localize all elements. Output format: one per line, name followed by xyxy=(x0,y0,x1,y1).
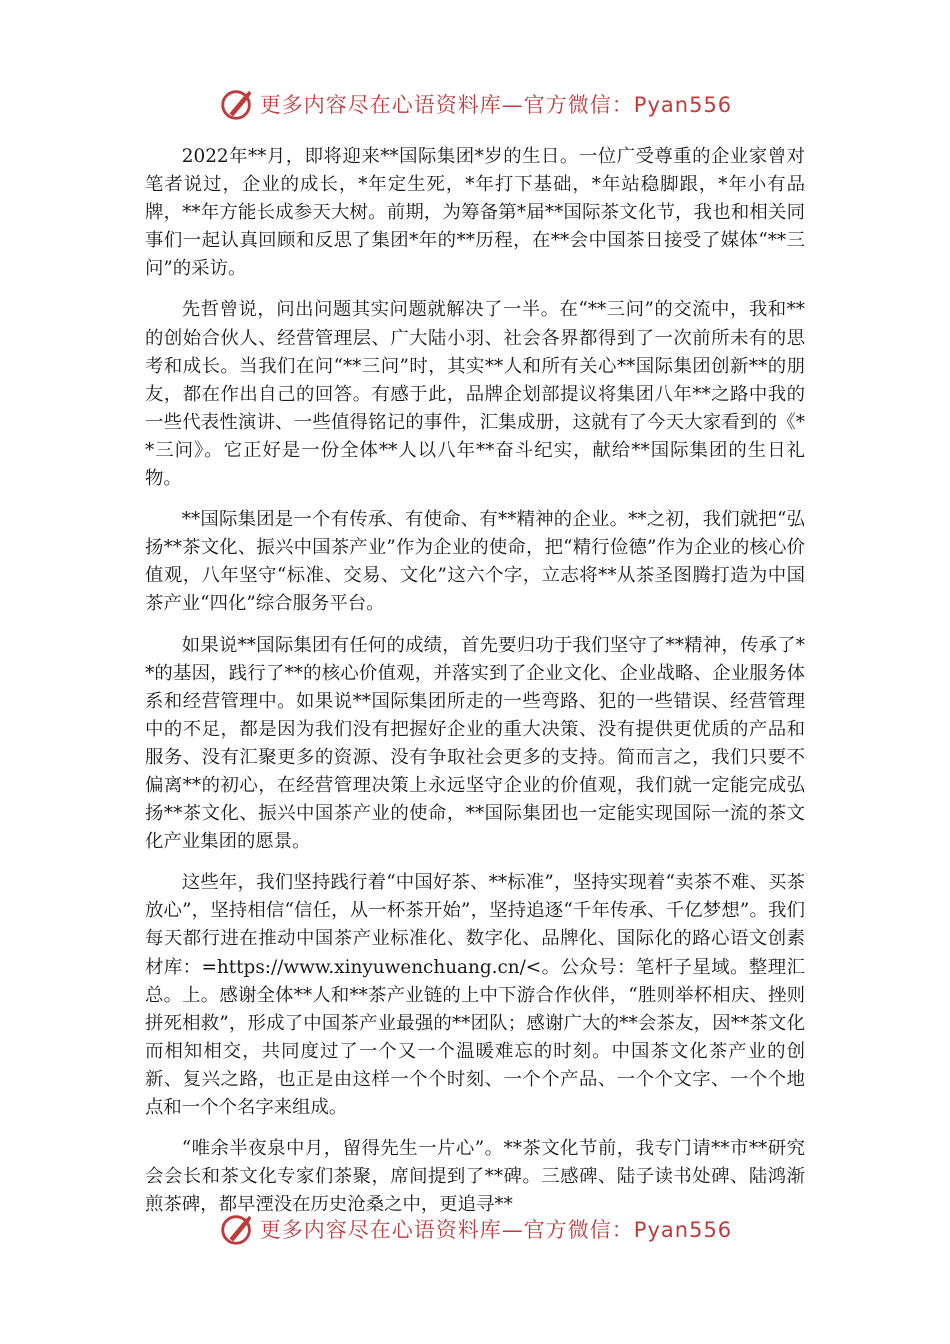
watermark-text: 更多内容尽在心语资料库—官方微信：Pyan556 xyxy=(259,93,733,117)
paragraph-5: 这些年，我们坚持践行着“中国好茶、**标准”，坚持实现着“卖茶不难、买茶放心”，坚持相信“信任，从一杯茶开始”，坚持追逐“千年传承、千亿梦想”。我们每天都行进在推动中国茶产业标准化、数字化、品牌化、国际化的路心语文创素材库：=https://www.xinyuwenchuang.cn/<。公众号：笔杆子星域。整理汇总。上。感谢全体**人和**茶产业链的上中下游合作伙伴，“胜则举杯相庆、挫则拼死相救”，形成了中国茶产业最强的**团队；感谢广大的**会茶友，因**茶文化而相知相交，共同度过了一个又一个温暖难忘的时刻。中国茶文化茶产业的创新、复兴之路，也正是由这样一个个时刻、一个个产品、一个个文字、一个个地点和一个个名字来组成。 xyxy=(145,872,805,1118)
pen-nib-logo-icon xyxy=(218,85,256,123)
paragraph-6: “唯余半夜泉中月，留得先生一片心”。**茶文化节前，我专门请**市**研究会会长和茶文化专家们茶聚，席间提到了**碑。三感碑、陆子读书处碑、陆鸿渐煎茶碑，都早湮没在历史沧桑之中，更追寻** xyxy=(145,1138,805,1216)
paragraph-2: 先哲曾说，问出问题其实问题就解决了一半。在“**三问”的交流中，我和**的创始合伙人、经营管理层、广大陆小羽、社会各界都得到了一次前所未有的思考和成长。当我们在问“**三问”时，其实**人和所有关心**国际集团创新**的朋友，都在作出自己的回答。有感于此，品牌企划部提议将集团八年**之路中我的一些代表性演讲、一些值得铭记的事件，汇集成册，这就有了今天大家看到的《**三问》。它正好是一份全体**人以八年**奋斗纪实，献给**国际集团的生日礼物。 xyxy=(145,299,805,490)
paragraph-3: **国际集团是一个有传承、有使命、有**精神的企业。**之初，我们就把“弘扬**茶文化、振兴中国茶产业”作为企业的使命，把“精行俭德”作为企业的核心价值观，八年坚守“标准、交易、文化”这六个字，立志将**从茶圣图腾打造为中国茶产业“四化”综合服务平台。 xyxy=(145,509,805,615)
paragraph-4: 如果说**国际集团有任何的成绩，首先要归功于我们坚守了**精神，传承了**的基因，践行了**的核心价值观，并落实到了企业文化、企业战略、企业服务体系和经营管理中。如果说**国际集团所走的一些弯路、犯的一些错误、经营管理中的不足，都是因为我们没有把握好企业的重大决策、没有提供更优质的产品和服务、没有汇聚更多的资源、没有争取社会更多的支持。简而言之，我们只要不偏离**的初心，在经营管理决策上永远坚守企业的价值观，我们就一定能完成弘扬**茶文化、振兴中国茶产业的使命，**国际集团也一定能实现国际一流的茶文化产业集团的愿景。 xyxy=(145,634,805,853)
pen-nib-logo-icon xyxy=(218,1210,256,1248)
document-body xyxy=(145,143,805,1232)
paragraph-1: 2022年**月，即将迎来**国际集团*岁的生日。一位广受尊重的企业家曾对笔者说过，企业的成长，*年定生死，*年打下基础，*年站稳脚跟，*年小有品牌，**年方能长成参天大树。前期，为筹备第*届**国际茶文化节，我也和相关同事们一起认真回顾和反思了集团*年的**历程，在**会中国茶日接受了媒体“**三问”的采访。 xyxy=(145,146,805,280)
bottom-watermark-banner xyxy=(0,1209,950,1249)
watermark-text: 更多内容尽在心语资料库—官方微信：Pyan556 xyxy=(259,1218,733,1242)
top-watermark-banner xyxy=(0,84,950,124)
